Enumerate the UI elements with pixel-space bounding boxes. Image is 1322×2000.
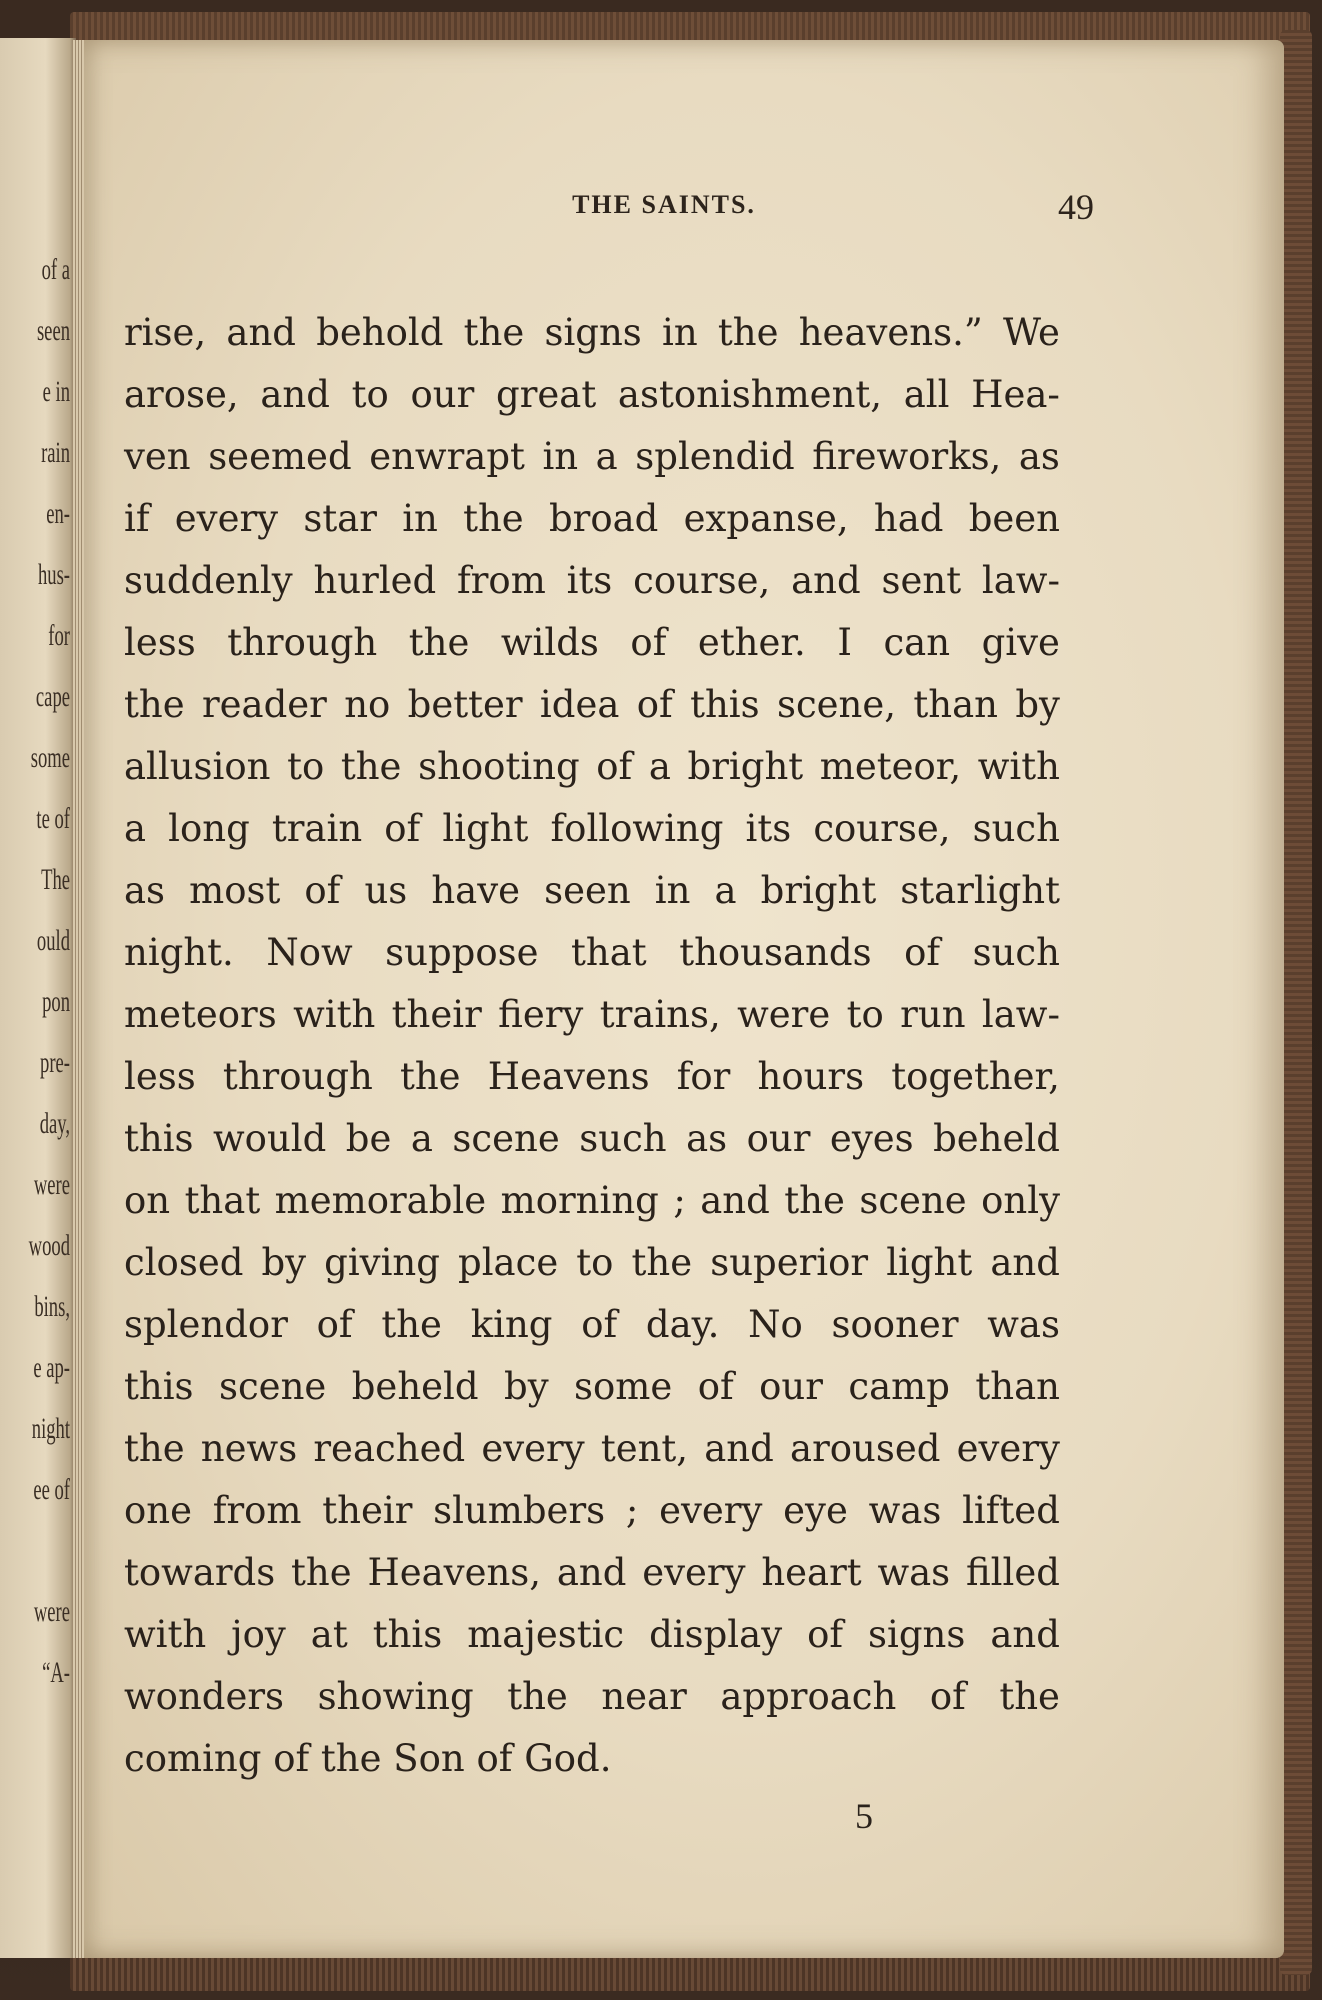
previous-page-fragment: The bbox=[41, 863, 70, 896]
previous-page-fragment: cape bbox=[35, 680, 70, 713]
previous-page-fragment: were bbox=[33, 1168, 70, 1201]
text-line: less through the wilds of ether. I can give bbox=[124, 621, 1060, 664]
text-line: closed by giving place to the superior light and bbox=[124, 1241, 1060, 1284]
previous-page-fragment: hus- bbox=[37, 558, 70, 591]
book-page bbox=[84, 40, 1284, 1958]
body-text bbox=[124, 302, 1060, 1790]
text-line: ven seemed enwrapt in a splendid fireworks, as bbox=[124, 435, 1060, 478]
text-line: wonders showing the near approach of the bbox=[124, 1675, 1060, 1718]
previous-page-fragment: e in bbox=[42, 375, 70, 408]
text-line: a long train of light following its course, such bbox=[124, 807, 1060, 850]
text-line: coming of the Son of God. bbox=[124, 1737, 612, 1780]
previous-page-fragment: of a bbox=[41, 253, 70, 286]
previous-page-edge bbox=[0, 38, 76, 1958]
previous-page-fragment: some bbox=[30, 741, 70, 774]
text-line: one from their slumbers ; every eye was lifted bbox=[124, 1489, 1060, 1532]
previous-page-fragment: en- bbox=[46, 497, 70, 530]
previous-page-fragment: pon bbox=[42, 985, 70, 1018]
signature-mark: 5 bbox=[855, 1796, 873, 1836]
previous-page-fragment: pre- bbox=[40, 1046, 70, 1079]
previous-page-fragment: for bbox=[48, 619, 70, 652]
previous-page-fragment: bins, bbox=[34, 1290, 70, 1323]
text-line: on that memorable morning ; and the scene only bbox=[124, 1179, 1060, 1222]
text-line: meteors with their fiery trains, were to run law- bbox=[124, 993, 1060, 1036]
previous-page-fragment: e ap- bbox=[33, 1351, 70, 1384]
text-line: allusion to the shooting of a bright meteor, with bbox=[124, 745, 1060, 788]
text-line: the news reached every tent, and aroused every bbox=[124, 1427, 1060, 1470]
previous-page-fragment: “A- bbox=[42, 1656, 70, 1689]
text-line: with joy at this majestic display of signs and bbox=[124, 1613, 1060, 1656]
text-line: the reader no better idea of this scene, than by bbox=[124, 683, 1060, 726]
text-line: this scene beheld by some of our camp than bbox=[124, 1365, 1060, 1408]
text-line: suddenly hurled from its course, and sent law- bbox=[124, 559, 1060, 602]
cover-edge-right bbox=[1280, 30, 1312, 1975]
previous-page-fragment: te of bbox=[36, 802, 70, 835]
running-head: THE SAINTS. bbox=[572, 190, 756, 219]
text-line: towards the Heavens, and every heart was filled bbox=[124, 1551, 1060, 1594]
page-number: 49 bbox=[1058, 187, 1094, 227]
previous-page-fragment: were bbox=[33, 1595, 70, 1628]
previous-page-fragment: ould bbox=[36, 924, 70, 957]
text-line: this would be a scene such as our eyes beheld bbox=[124, 1117, 1060, 1160]
text-line: rise, and behold the signs in the heavens.” We bbox=[124, 311, 1060, 354]
text-line: as most of us have seen in a bright starlight bbox=[124, 869, 1060, 912]
text-line: arose, and to our great astonishment, all Hea- bbox=[124, 373, 1060, 416]
text-line: night. Now suppose that thousands of such bbox=[124, 931, 1060, 974]
previous-page-fragment: wood bbox=[28, 1229, 70, 1262]
text-line: if every star in the broad expanse, had been bbox=[124, 497, 1060, 540]
previous-page-fragment: night bbox=[31, 1412, 70, 1445]
cover-edge-bottom bbox=[70, 1955, 1310, 1991]
previous-page-fragment: seen bbox=[36, 314, 70, 347]
text-line: less through the Heavens for hours together, bbox=[124, 1055, 1060, 1098]
text-line: splendor of the king of day. No sooner was bbox=[124, 1303, 1060, 1346]
previous-page-fragment: rain bbox=[41, 436, 70, 469]
previous-page-fragment: day, bbox=[39, 1107, 70, 1140]
previous-page-fragment: ee of bbox=[33, 1473, 70, 1506]
